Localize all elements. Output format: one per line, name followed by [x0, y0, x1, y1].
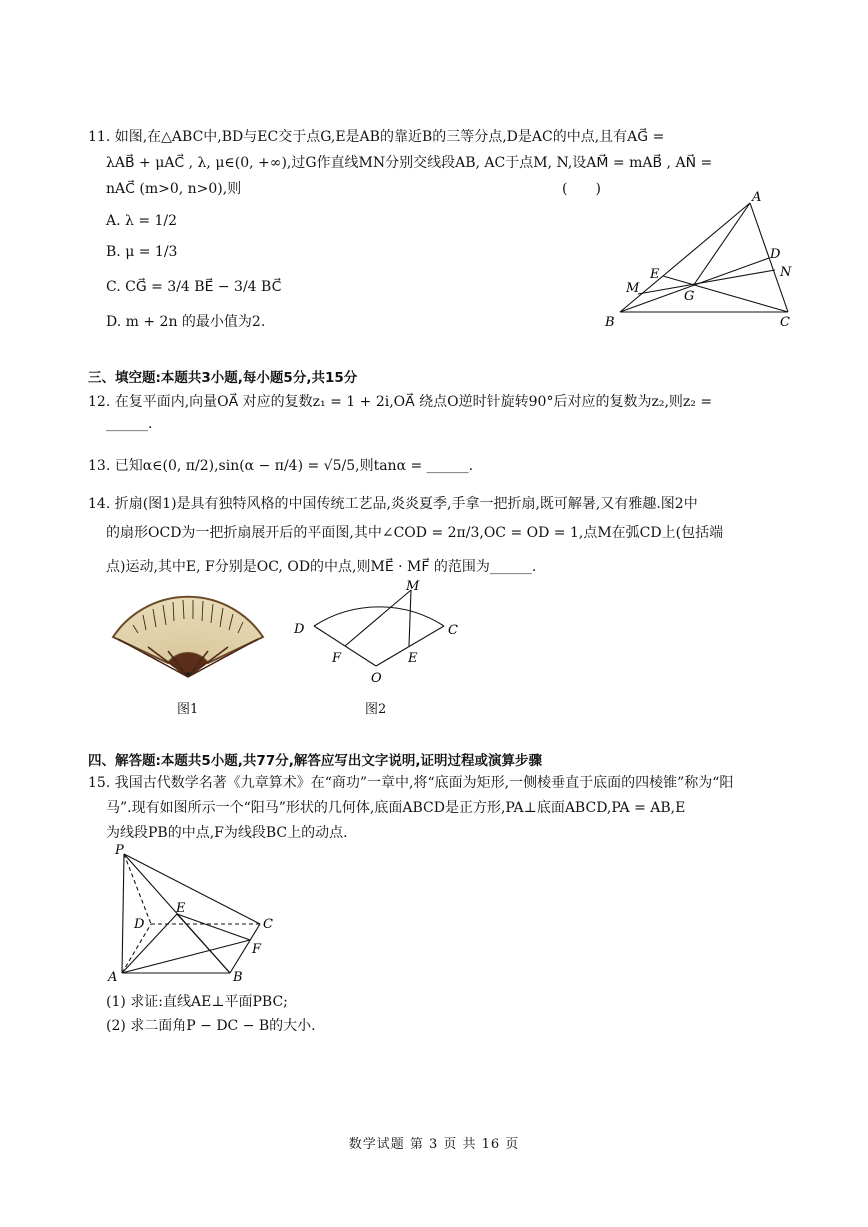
- pyramid-figure: [102, 840, 287, 985]
- option-b: B. μ = 1/3: [106, 244, 178, 260]
- vertex-label-b: B: [605, 315, 615, 330]
- point-label-d2: D: [294, 622, 305, 637]
- q14-line3: 点)运动,其中E, F分别是OC, OD的中点,则ME⃗ · MF⃗ 的范围为______.: [106, 559, 537, 575]
- page-footer: 数学试题 第 3 页 共 16 页: [348, 1137, 520, 1152]
- q13-text: 13. 已知α∈(0, π/2),sin(α − π/4) = √5/5,则tanα = ______.: [88, 458, 474, 474]
- point-label-m2: M: [406, 579, 420, 594]
- triangle-figure: [600, 188, 810, 333]
- point-label-o2: O: [371, 671, 382, 686]
- q11-line2: λAB⃗ + μAC⃗ , λ, μ∈(0, +∞),过G作直线MN分别交线段AB, AC于点M, N,设AM⃗ = mAB⃗ , AN⃗ =: [106, 155, 713, 171]
- option-c: C. CG⃗ = 3/4 BE⃗ − 3/4 BC⃗: [106, 279, 282, 295]
- vertex-label-d: D: [134, 917, 145, 932]
- point-label-d: D: [770, 247, 781, 262]
- vertex-label-b3: B: [233, 970, 243, 985]
- q11-line3: nAC⃗ (m>0, n>0),则: [106, 181, 242, 197]
- point-label-e: E: [650, 267, 660, 282]
- q11-line1: 11. 如图,在△ABC中,BD与EC交于点G,E是AB的靠近B的三等分点,D是AC的中点,且有AG⃗ =: [88, 129, 665, 145]
- figure-1-caption: 图1: [177, 702, 199, 717]
- answer-bracket: ( ): [562, 181, 601, 197]
- section-4-heading: 四、解答题:本题共5小题,共77分,解答应写出文字说明,证明过程或演算步骤: [88, 753, 542, 769]
- folding-fan-image: [108, 585, 268, 680]
- q15-line3: 为线段PB的中点,F为线段BC上的动点.: [106, 825, 348, 841]
- vertex-label-c: C: [780, 315, 790, 330]
- q14-line1: 14. 折扇(图1)是具有独特风格的中国传统工艺品,炎炎夏季,手拿一把折扇,既可解暑,又有雅趣.图2中: [88, 496, 698, 512]
- figure-2-caption: 图2: [365, 702, 387, 717]
- vertex-label-a3: A: [108, 970, 118, 985]
- point-label-m: M: [626, 281, 640, 296]
- q15-part1: (1) 求证:直线AE⊥平面PBC;: [106, 994, 288, 1010]
- sector-figure: [290, 576, 465, 686]
- point-label-e3: E: [176, 901, 186, 916]
- point-label-f2: F: [332, 651, 342, 666]
- q12-line2: ______.: [106, 416, 153, 432]
- vertex-label-a: A: [752, 190, 762, 205]
- point-label-e2: E: [408, 651, 418, 666]
- option-d: D. m + 2n 的最小值为2.: [106, 314, 266, 330]
- q12-line1: 12. 在复平面内,向量OA⃗ 对应的复数z₁ = 1 + 2i,OA⃗ 绕点O逆时针旋转90°后对应的复数为z₂,则z₂ =: [88, 394, 713, 410]
- point-label-c2: C: [448, 623, 458, 638]
- q14-line2: 的扇形OCD为一把折扇展开后的平面图,其中∠COD = 2π/3,OC = OD = 1,点M在弧CD上(包括端: [106, 525, 724, 541]
- vertex-label-p: P: [115, 843, 124, 858]
- section-3-heading: 三、填空题:本题共3小题,每小题5分,共15分: [88, 370, 358, 386]
- point-label-f3: F: [252, 942, 262, 957]
- vertex-label-c3: C: [263, 917, 273, 932]
- point-label-g: G: [684, 289, 695, 304]
- option-a: A. λ = 1/2: [106, 213, 178, 229]
- q15-line2: 马”.现有如图所示一个“阳马”形状的几何体,底面ABCD是正方形,PA⊥底面ABCD,PA = AB,E: [106, 800, 686, 816]
- q15-line1: 15. 我国古代数学名著《九章算术》在“商功”一章中,将“底面为矩形,一侧棱垂直于底面的四棱锥”称为“阳: [88, 775, 734, 791]
- point-label-n: N: [780, 265, 792, 280]
- q15-part2: (2) 求二面角P − DC − B的大小.: [106, 1018, 316, 1034]
